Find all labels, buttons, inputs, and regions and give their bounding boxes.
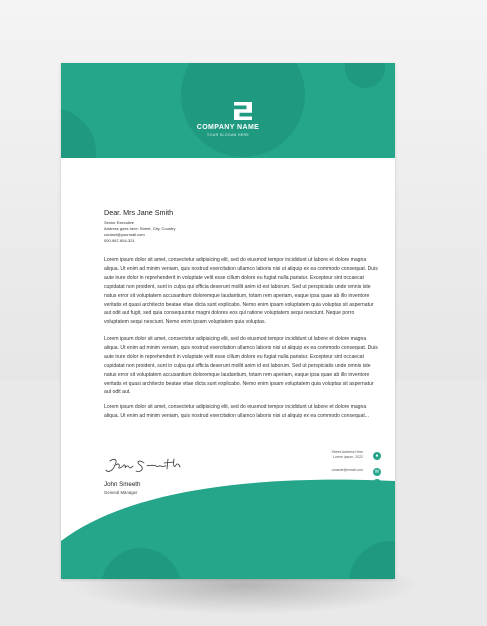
text-line: Lorem ipsum dolor sit amet, consectetur adipisicing elit, sed do eiusmod tempor incididunt ut labore et dolore magna bbox=[104, 336, 367, 342]
email-text: urname@email.com bbox=[331, 468, 363, 472]
signer-name: John Smeeth bbox=[104, 481, 141, 488]
footer-wave bbox=[61, 63, 395, 579]
address-line-2: Lorem ipsum, 2022 bbox=[333, 455, 363, 460]
salutation: Dear. Mrs Jane Smith bbox=[104, 208, 174, 217]
text-line: cupidatat non proident, sunt in culpa qui officia deserunt mollit anim id est laborum. Sed ut perspiciatis unde omnis iste bbox=[104, 362, 371, 369]
text-line: veritatis et quasi architecto beatae vitae dicta sunt explicabo. Nemo enim ipsam voluptatem quia voluptas sit aspernatur bbox=[104, 301, 374, 308]
text-line: Lorem ipsum dolor sit amet, consectetur adipisicing elit, sed do eiusmod tempor incididunt ut labore et dolore magna bbox=[104, 257, 367, 263]
email-icon: ✉ bbox=[374, 469, 380, 475]
text-line: natus error sit voluptatem accusantium doloremque laudantium, totam rem aperiam, eaque ipsa quae ab illo inventore bbox=[104, 371, 370, 378]
signer-title: General Manager bbox=[104, 490, 138, 495]
text-line: aliqua. Ut enim ad minim veniam, quis nostrud exercitation ullamco laboris nisi ut aliquip ex ea commodo consequat... bbox=[104, 412, 370, 419]
recipient-title: Senior Executive bbox=[104, 220, 135, 225]
text-line: cupidatat non proident, sunt in culpa qui officia deserunt mollit anim id est laborum. Sed ut perspiciatis unde omnis iste bbox=[104, 283, 371, 290]
recipient-email: contact@yourmail.com bbox=[104, 232, 145, 237]
text-line: aliqua. Ut enim ad minim veniam, quis nostrud exercitation ullamco laboris nisi ut aliquip ex ea commodo consequat. Duis bbox=[104, 344, 378, 351]
company-name: COMPANY NAME bbox=[196, 124, 260, 131]
text-line: aute irure dolor in reprehenderit in voluptate velit esse cillum dolore eu fugiat nulla pariatur. Excepteur sint occaecat bbox=[104, 274, 364, 281]
text-line: voluptatem sequi nesciunt. Nemo enim ipsam voluptatem quia voluptas. bbox=[104, 319, 266, 326]
text-line: aut odit aut fugit, sed quia consequuntur magni dolores eos qui ratione voluptatem sequi nesciunt. Neque porro bbox=[104, 310, 355, 317]
text-line: Lorem ipsum dolor sit amet, consectetur adipisicing elit, sed do eiusmod tempor incididunt ut labore et dolore magna bbox=[104, 404, 367, 410]
text-line: aute irure dolor in reprehenderit in voluptate velit esse cillum dolore eu fugiat nulla pariatur. Excepteur sint occaecat bbox=[104, 353, 364, 360]
letterhead-paper bbox=[61, 63, 395, 579]
text-line: aliqua. Ut enim ad minim veniam, quis nostrud exercitation ullamco laboris nisi ut aliquip ex ea commodo consequat. Duis bbox=[104, 265, 378, 272]
company-slogan: YOUR SLOGAN HERE bbox=[206, 133, 250, 137]
text-line: natus error sit voluptatem accusantium doloremque laudantium, totam rem aperiam, eaque ipsa quae ab illo inventore bbox=[104, 292, 370, 299]
location-pin-icon: ● bbox=[373, 452, 381, 460]
recipient-address: Address goes here: Street, City, Country bbox=[104, 226, 176, 231]
text-line: aut odit aut. bbox=[104, 389, 131, 396]
text-line: veritatis et quasi architecto beatae vitae dicta sunt explicabo. Nemo enim ipsam voluptatem quia voluptas sit aspernatur bbox=[104, 380, 374, 387]
address-line-1: Street Address Here bbox=[331, 450, 363, 454]
recipient-phone: 000-987-654-321 bbox=[104, 238, 135, 243]
